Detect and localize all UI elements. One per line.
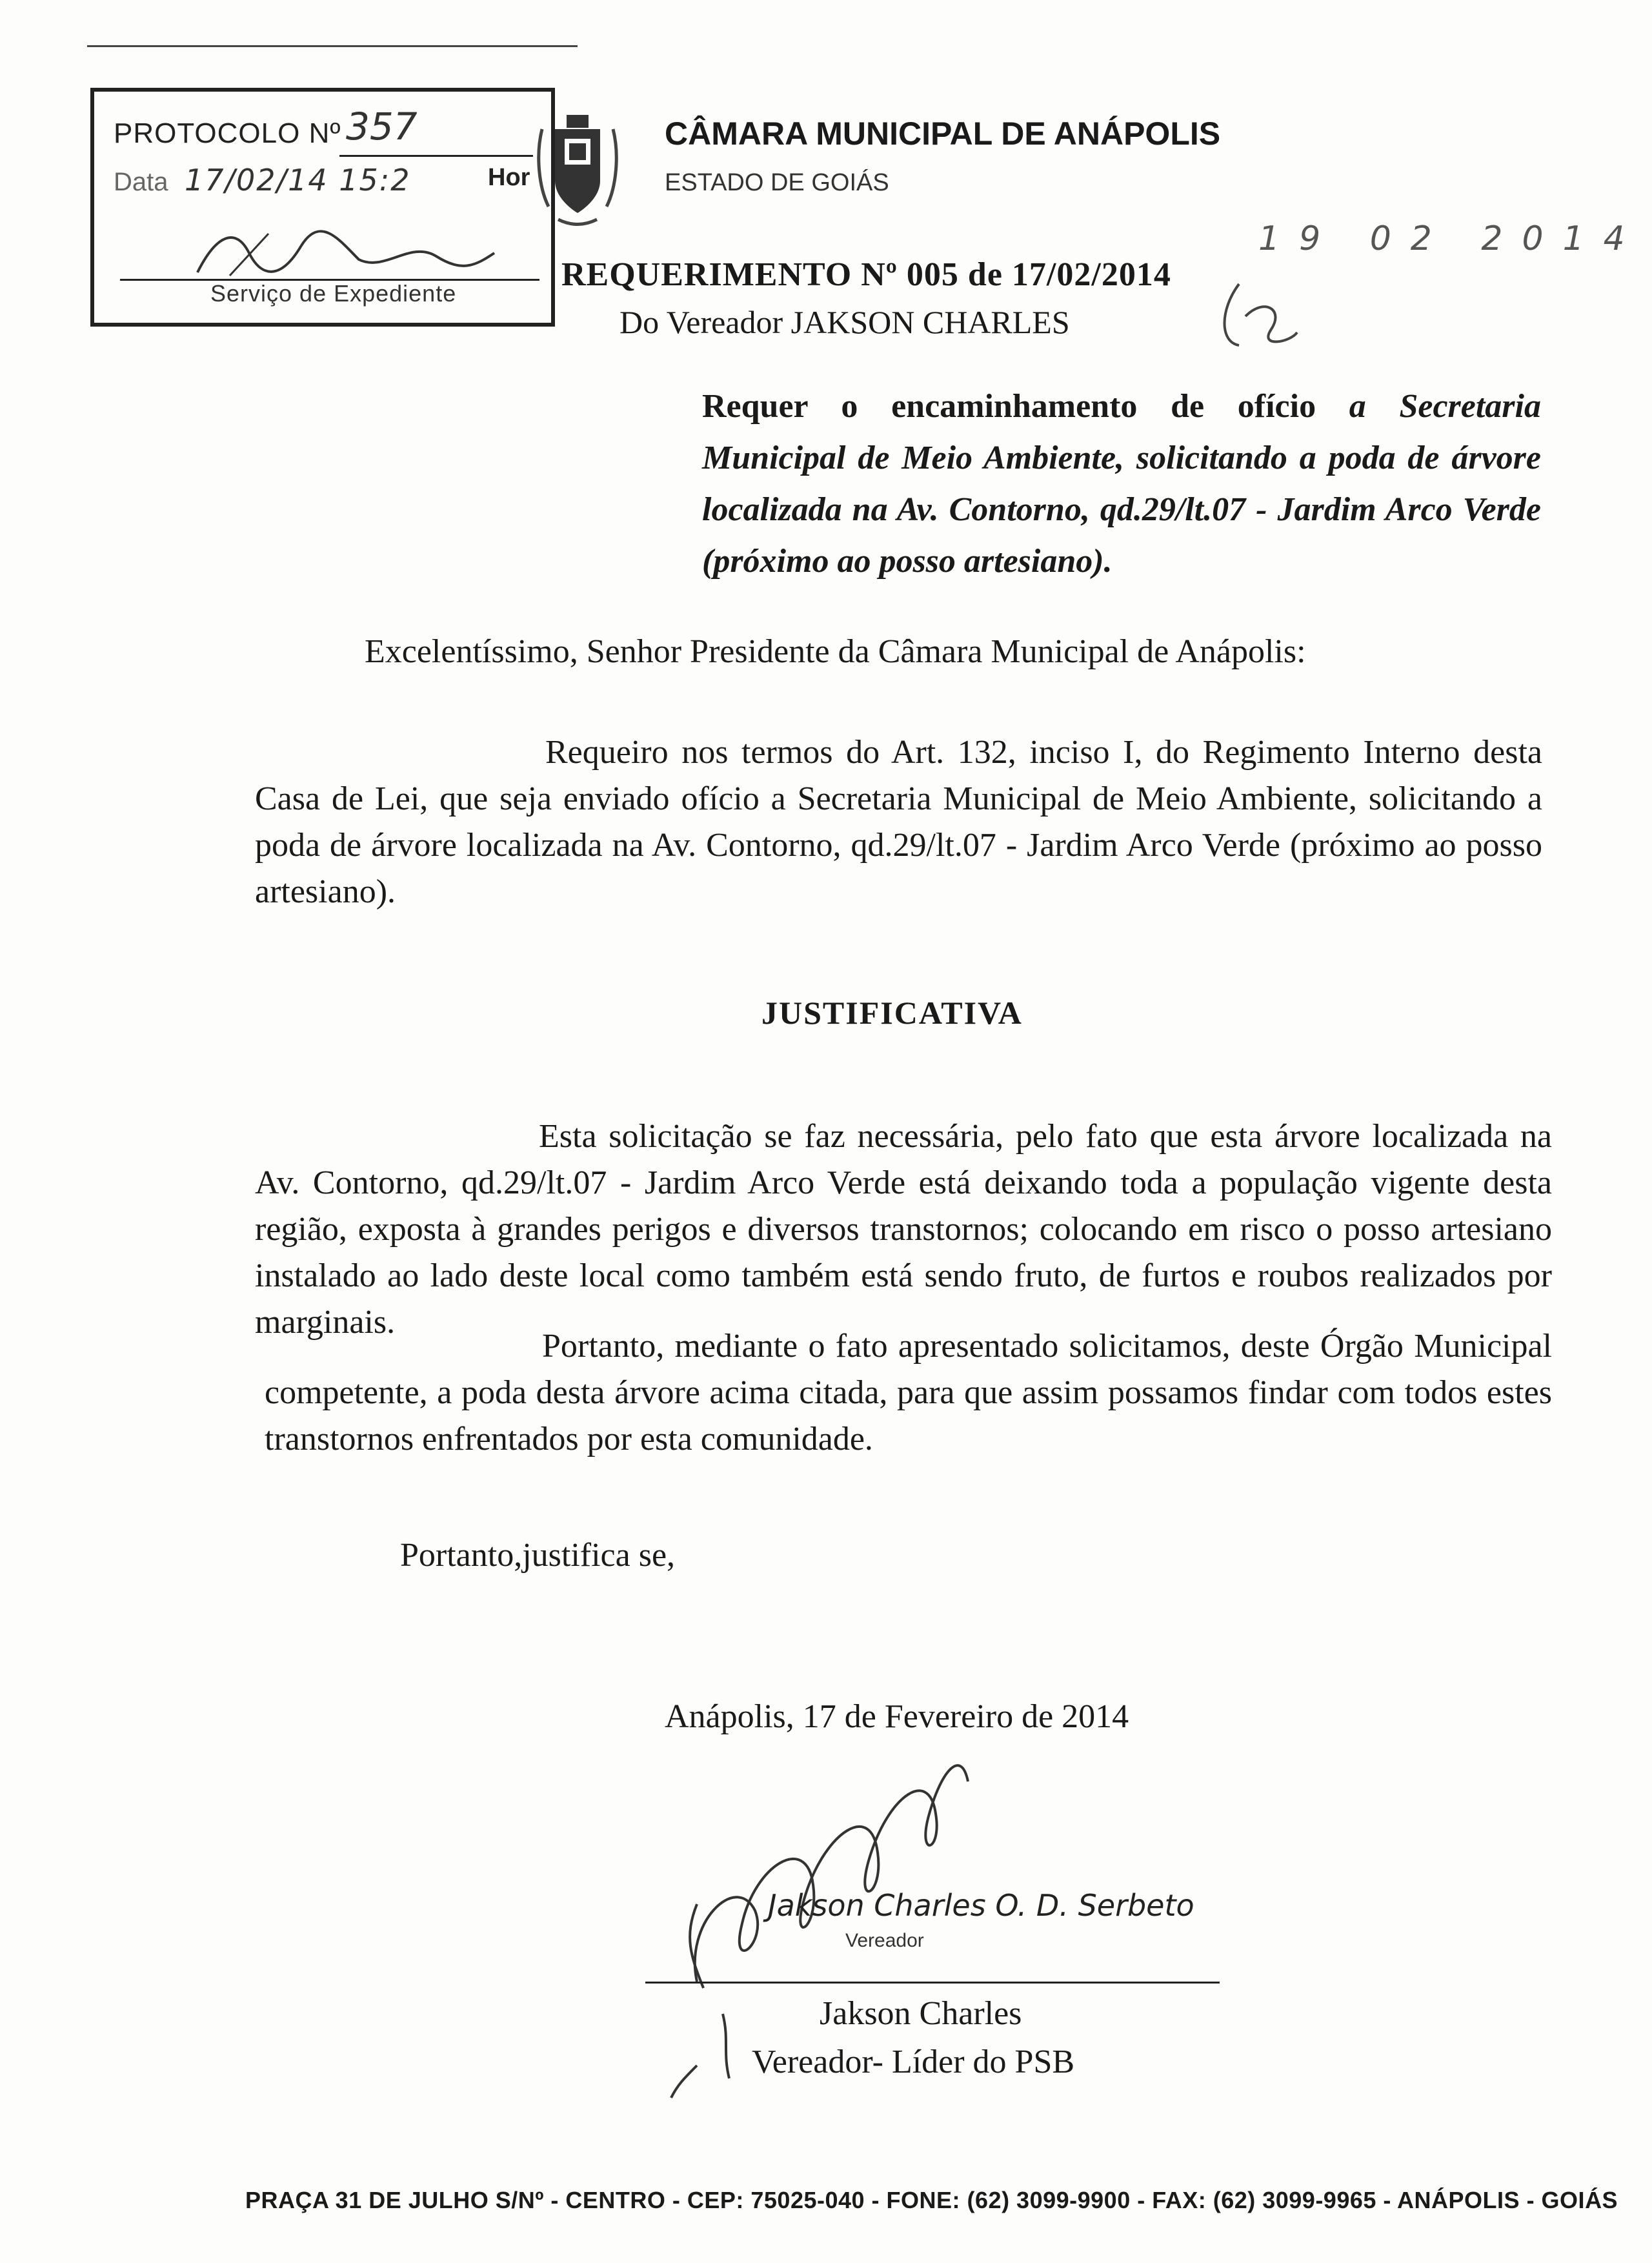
protocol-number-line	[339, 155, 533, 157]
top-rule	[87, 45, 578, 47]
protocol-stamp	[90, 88, 555, 327]
chamber-name: CÂMARA MUNICIPAL DE ANÁPOLIS	[665, 116, 1221, 152]
service-label: Serviço de Expediente	[210, 280, 457, 307]
footer-address: PRAÇA 31 DE JULHO S/Nº - CENTRO - CEP: 75025-040 - FONE: (62) 3099-9900 - FAX: (62) 3099-9965 - ANÁPOLIS - GOIÁS	[245, 2187, 1618, 2213]
summary-italic: a Secretaria Municipal de Meio Ambiente, solicitando a poda de árvore localizada na Av. Contorno, qd.29/lt.07 - Jardim Arco Verde (próximo ao posso artesiano).	[702, 388, 1541, 580]
date-label: Data	[114, 168, 168, 196]
closing-line: Portanto,justifica se,	[400, 1537, 676, 1574]
paragraph-justification: Esta solicitação se faz necessária, pelo fato que esta árvore localizada na Av. Contorno, qd.29/lt.07 - Jardim Arco Verde está deixando toda a população vigente desta região, exposta à grandes perigos e diversos transtornos; colocando em risco o posso artesiano instalado ao lado deste local como também está sendo fruto, de furtos e roubos realizados por marginais.	[255, 1118, 1552, 1341]
signer-name: Jakson Charles	[820, 1995, 1022, 2032]
signature-line	[645, 1982, 1220, 1984]
justification-title: JUSTIFICATIVA	[761, 995, 1023, 1031]
handwritten-initials-icon	[1213, 271, 1304, 355]
handwritten-received-date: 19 02 2014	[1258, 219, 1644, 258]
salutation: Excelentíssimo, Senhor Presidente da Câmara Municipal de Anápolis:	[365, 633, 1306, 670]
signature-stamp-role: Vereador	[845, 1930, 924, 1951]
request-author: Do Vereador JAKSON CHARLES	[620, 304, 1070, 340]
paragraph-request: Requeiro nos termos do Art. 132, inciso I, do Regimento Interno desta Casa de Lei, que seja enviado ofício a Secretaria Municipal de Meio Ambiente, solicitando a poda de árvore localizada na Av. Contorno, qd.29/lt.07 - Jardim Arco Verde (próximo ao posso artesiano).	[255, 734, 1542, 910]
place-date: Anápolis, 17 de Fevereiro de 2014	[665, 1698, 1129, 1735]
hour-label: Hor	[488, 164, 530, 191]
stamp-signature-icon	[191, 221, 501, 285]
request-title: REQUERIMENTO Nº 005 de 17/02/2014	[561, 256, 1171, 293]
protocol-label: PROTOCOLO Nº	[114, 117, 341, 149]
signature-stamp-name: Jakson Charles O. D. Serbeto	[768, 1888, 1194, 1923]
date-value: 17/02/14 15:2	[185, 163, 411, 198]
summary-bold: Requer o encaminhamento de ofício	[702, 388, 1349, 425]
paragraph-conclusion: Portanto, mediante o fato apresentado solicitamos, deste Órgão Municipal competente, a poda desta árvore acima citada, para que assim possamos findar com todos estes transtornos enfrentados por esta comunidade.	[265, 1328, 1552, 1457]
signer-role: Vereador- Líder do PSB	[752, 2044, 1075, 2080]
coat-of-arms-icon	[529, 103, 626, 232]
state-name: ESTADO DE GOIÁS	[665, 169, 889, 196]
protocol-number: 357	[346, 105, 418, 148]
request-summary	[702, 381, 1541, 587]
